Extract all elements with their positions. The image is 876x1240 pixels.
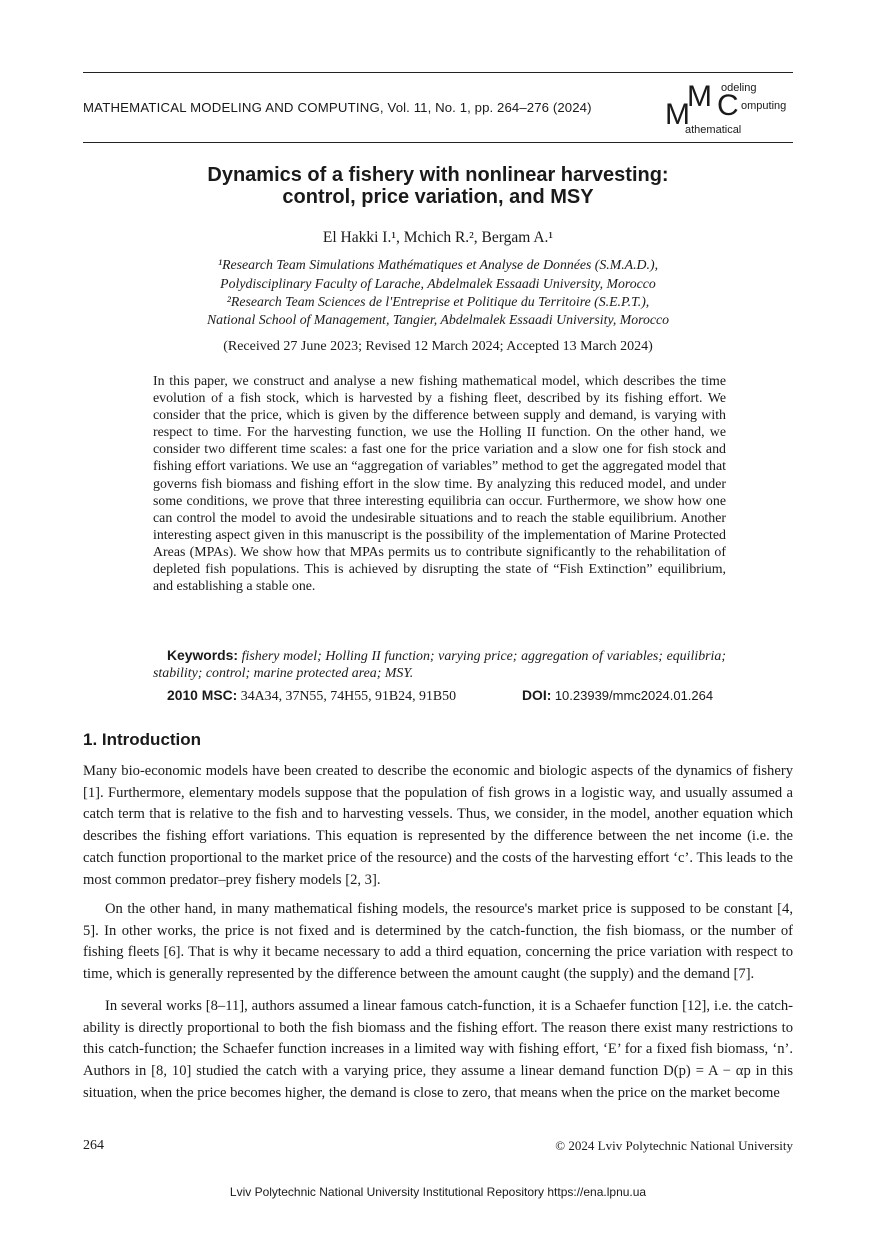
- paragraph: Many bio-economic models have been created to describe the economic and biologic aspects of the dynamics of fishery [1]. Furthermore, elementary models suppose that the population of fish grows in a logistic way, and usually assumed a catch term that is relative to the fish and to harvesting vessels. Thus, we consider, in the model, another equation which describes the fishing effort variations. This equation is represented by the difference between the net income (i.e. the catch function proportional to the market price of the resource) and the costs of the harvesting effort ‘c’. This leads to the most common predator–prey fishery models [2, 3].: [83, 763, 793, 888]
- header-rule-top: [83, 72, 793, 73]
- journal-name: MATHEMATICAL MODELING AND COMPUTING,: [83, 100, 384, 115]
- journal-citation: [83, 100, 592, 115]
- received-dates: (Received 27 June 2023; Revised 12 March 2024; Accepted 13 March 2024): [223, 339, 653, 354]
- keywords-label: Keywords:: [167, 647, 239, 663]
- doi-value: 10.23939/mmc2024.01.264: [554, 688, 714, 703]
- paragraph: On the other hand, in many mathematical fishing models, the resource's market price is supposed to be constant [4, 5]. In other works, the price is not fixed and is determined by the catch-function, the fish biomass, or the number of fishing fleets [6]. That is why it became necessary to add a third equation, concerning the price variation with respect to time, which is generally represented by the difference between the amount caught (the supply) and the demand [7].: [83, 901, 793, 983]
- logo-word-athematical: athematical: [685, 124, 742, 136]
- logo-letter-m-upper: M: [687, 80, 712, 113]
- header-rule-bottom: [83, 142, 793, 143]
- copyright-notice: © 2024 Lviv Polytechnic National University: [555, 1138, 793, 1153]
- doi: [522, 687, 713, 705]
- section-heading: 1. Introduction: [83, 730, 202, 749]
- logo-letter-c: C: [717, 89, 739, 122]
- paragraph: In several works [8–11], authors assumed a linear famous catch-function, it is a Schaefer function [12], i.e. the catch-ability is directly proportional to both the fish biomass and the fishing effort. The reason there exist many restrictions to this catch-function; the Schaefer function increases in a limited way with fishing effort, ‘E’ for a fixed fish biomass, ‘n’. Authors in [8, 10] studied the catch with a varying price, they assume a linear demand function D(p) = A − αp in this situation, when the price becomes higher, the demand is close to zero, that means when the price on the market become: [83, 998, 793, 1101]
- repository-footer: Lviv Polytechnic National University Institutional Repository https://ena.lpnu.ua: [229, 1185, 647, 1199]
- affiliation-line-1: ¹Research Team Simulations Mathématiques et Analyse de Données (S.M.A.D.),: [217, 257, 659, 272]
- volume-pages: Vol. 11, No. 1, pp. 264–276 (2024): [387, 100, 592, 115]
- affiliation-line-4: National School of Management, Tangier, Abdelmalek Essaadi University, Morocco: [206, 312, 670, 327]
- page-number: 264: [83, 1138, 104, 1153]
- abstract: In this paper, we construct and analyse a new fishing mathematical model, which describes the time evolution of a fish stock, which is harvested by a fishing fleet, described by its fishing effort. We consider that the price, which is given by the difference between supply and demand, is varying with respect to time. For the harvesting function, we use the Holling II function. On the other hand, we consider two different time scales: a fast one for the price variation and a slow one for fish stock and fishing effort variations. We use an “aggregation of variables” method to get the aggregated model that governs fish biomass and fishing effort in the slow time. By analyzing this reduced model, and under some conditions, we prove that three interesting equilibria can occur. Furthermore, we show how one can control the model to avoid the undesirable situations and to reach the stable equilibrium. Another interesting aspect given in this manuscript is the possibility of the implementation of Marine Protected Areas (MPAs). We show how that MPAs permits us to contribute significantly to the rehabilitation of depleted fish populations. This is achieved by disrupting the state of “Fish Extinction” equilibrium, and establishing a stable one.: [153, 374, 726, 595]
- affiliation-line-2: Polydisciplinary Faculty of Larache, Abdelmalek Essaadi University, Morocco: [220, 276, 656, 291]
- doi-label: DOI:: [522, 687, 552, 703]
- msc-value: 34A34, 37N55, 74H55, 91B24, 91B50: [240, 689, 457, 704]
- paper-title-line-1: Dynamics of a fishery with nonlinear harvesting:: [207, 164, 669, 186]
- msc-label: 2010 MSC:: [167, 687, 238, 703]
- logo-word-omputing: omputing: [741, 100, 787, 112]
- logo-letter-m-large: M: [665, 98, 690, 131]
- keywords-value: fishery model; Holling II function; varying price; aggregation of variables; equilibria; stability; control; marine protected area; MSY.: [153, 649, 726, 682]
- affiliation-line-3: ²Research Team Sciences de l'Entreprise et Politique du Territoire (S.E.P.T.),: [226, 294, 650, 309]
- keywords: [153, 647, 726, 682]
- msc-classification: [167, 687, 456, 705]
- paper-title-line-2: control, price variation, and MSY: [282, 186, 594, 208]
- author-list: El Hakki I.¹, Mchich R.², Bergam A.¹: [322, 229, 554, 246]
- mmc-logo: [665, 80, 795, 138]
- logo-word-odeling: odeling: [721, 82, 757, 94]
